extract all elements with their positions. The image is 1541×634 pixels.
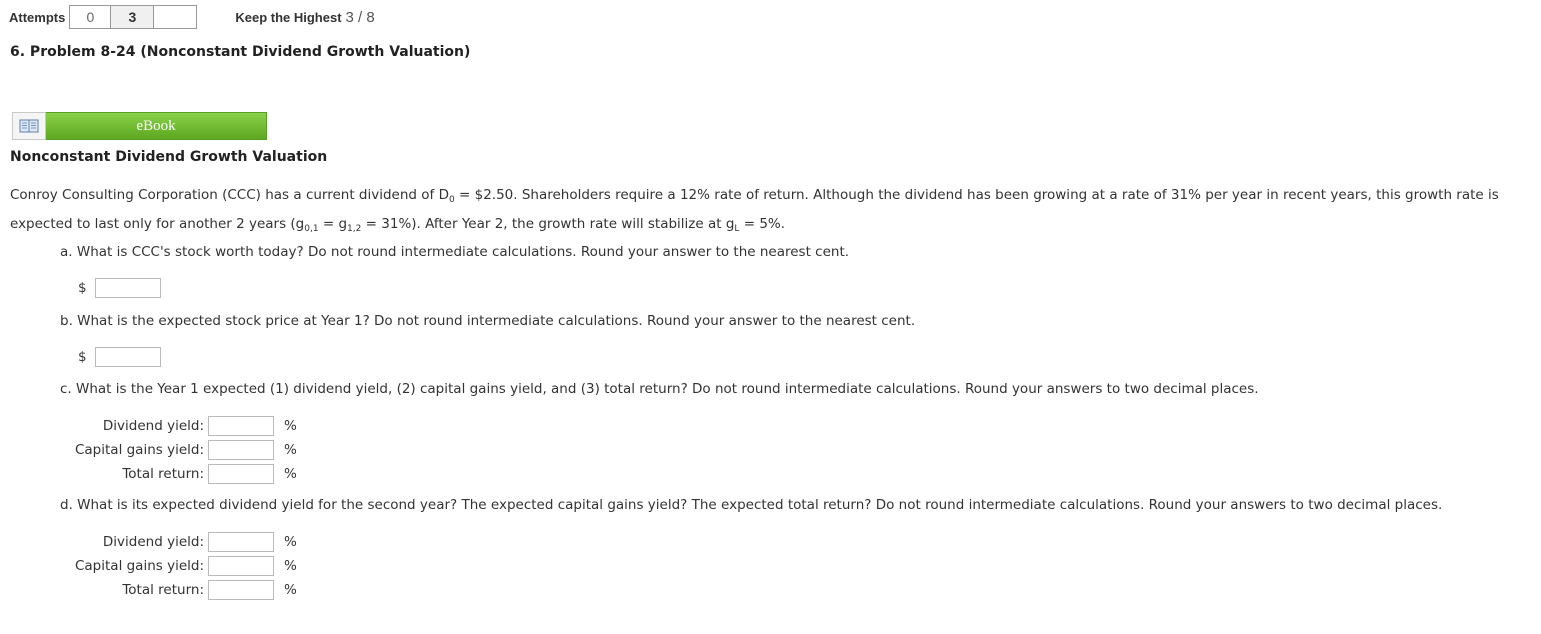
question-d: d. What is its expected dividend yield for the second year? The expected capital gains yield? The expected total return? Do not round intermediate calculations. Round your answers to two decimal places. [60,497,1443,513]
keep-highest-label: Keep the Highest [235,9,342,25]
answer-c-dividend-yield-input[interactable] [208,416,274,436]
gl-subscript: L [734,224,740,234]
answer-d-dividend-row [60,530,297,554]
answer-d-capital-gains-yield-input[interactable] [208,556,274,576]
answer-c-total-return-input[interactable] [208,464,274,484]
answer-b-row [78,347,161,367]
percent-sign: % [284,466,297,482]
answer-c-table [60,414,297,486]
keep-highest-value: 3 / 8 [345,8,375,26]
percent-sign: % [284,534,297,550]
question-b: b. What is the expected stock price at Year 1? Do not round intermediate calculations. Round your answer to the nearest cent. [60,313,916,329]
question-a: a. What is CCC's stock worth today? Do not round intermediate calculations. Round your answer to the nearest cent. [60,244,850,260]
dollar-sign: $ [78,349,87,365]
intro-text-4: = 31%). After Year 2, the growth rate will stabilize at g [361,216,735,232]
answer-a-row [78,278,161,298]
intro-text-3: = g [318,216,348,232]
total-return-label: Total return: [122,582,204,598]
dividend-yield-label: Dividend yield: [102,418,204,434]
section-heading: Nonconstant Dividend Growth Valuation [10,149,328,165]
percent-sign: % [284,582,297,598]
d0-subscript: 0 [448,195,455,205]
problem-title: 6. Problem 8-24 (Nonconstant Dividend Growth Valuation) [10,44,471,60]
capital-gains-yield-label: Capital gains yield: [74,442,204,458]
problem-statement [10,183,1530,241]
capital-gains-yield-label: Capital gains yield: [74,558,204,574]
percent-sign: % [284,442,297,458]
answer-d-total-return-input[interactable] [208,580,274,600]
answer-c-dividend-row [60,414,297,438]
intro-text-1: Conroy Consulting Corporation (CCC) has a current dividend of D [10,187,449,203]
attempts-label: Attempts [9,9,66,25]
attempts-max: 3 [111,5,154,29]
answer-c-total-return-row [60,462,297,486]
dollar-sign: $ [78,280,87,296]
book-icon[interactable] [12,112,46,140]
answer-d-table [60,530,297,602]
answer-d-capital-gains-row [60,554,297,578]
answer-c-capital-gains-yield-input[interactable] [208,440,274,460]
intro-text-2: = $2.50. Shareholders require a 12% rate of return. Although the dividend has been growing at a rate of 31% per year in recent years, this growth rate is expected to last only for another 2 years (g [10,187,1499,232]
g12-subscript: 1,2 [347,224,362,234]
ebook-button[interactable]: eBook [46,112,267,140]
question-c: c. What is the Year 1 expected (1) dividend yield, (2) capital gains yield, and (3) total return? Do not round intermediate calculations. Round your answers to two decimal places. [60,381,1259,397]
percent-sign: % [284,558,297,574]
total-return-label: Total return: [122,466,204,482]
answer-d-total-return-row [60,578,297,602]
answer-c-capital-gains-row [60,438,297,462]
ebook-link[interactable] [12,112,267,140]
attempts-bar [9,4,375,30]
answer-a-input[interactable] [95,278,161,298]
intro-text-5: = 5%. [739,216,786,232]
percent-sign: % [284,418,297,434]
g01-subscript: 0,1 [304,224,319,234]
answer-b-input[interactable] [95,347,161,367]
answer-d-dividend-yield-input[interactable] [208,532,274,552]
dividend-yield-label: Dividend yield: [102,534,204,550]
attempts-blank-cell [154,5,197,29]
attempts-used: 0 [69,5,111,29]
